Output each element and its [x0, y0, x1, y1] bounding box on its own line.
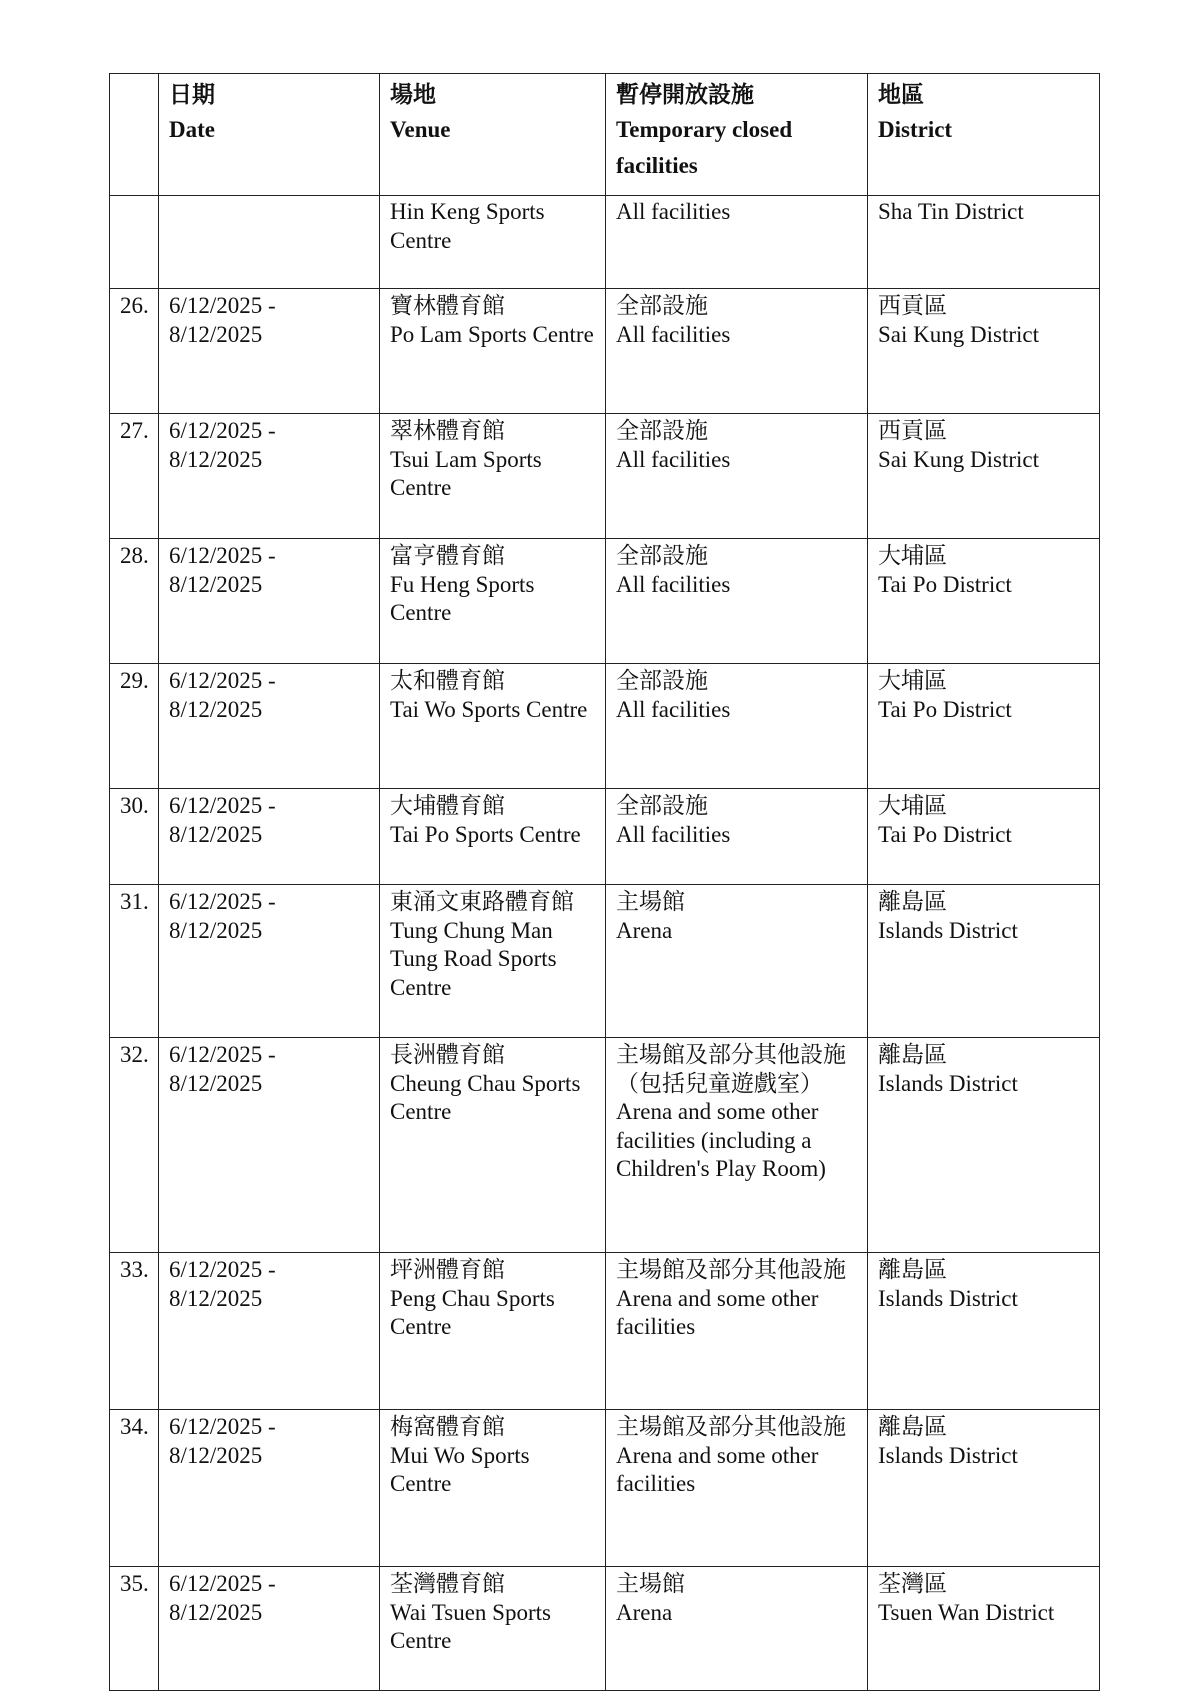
table-row [110, 1253, 1100, 1410]
district-cell [868, 289, 1100, 414]
venue-zh: 梅窩體育館 [390, 1414, 505, 1439]
district-en: Islands District [878, 917, 1018, 943]
date-cell [159, 885, 380, 1038]
district-zh: 西貢區 [878, 418, 947, 443]
venue-en: Wai Tsuen Sports Centre [390, 1599, 557, 1653]
date-range: 6/12/2025 - 8/12/2025 [169, 889, 282, 943]
facilities-en: Arena [616, 1599, 673, 1625]
facilities-zh: 全部設施 [616, 668, 708, 693]
district-cell [868, 1253, 1100, 1410]
district-cell [868, 539, 1100, 664]
venue-cell [380, 1038, 606, 1253]
facilities-en: Arena and some other facilities (including a Children's Play Room) [616, 1099, 826, 1181]
district-cell [868, 196, 1100, 289]
row-number: 28. [120, 543, 149, 568]
facilities-zh: 全部設施 [616, 293, 708, 318]
venue-cell [380, 885, 606, 1038]
facilities-cell [606, 664, 868, 789]
facilities-en: All facilities [616, 696, 731, 722]
facilities-cell [606, 1253, 868, 1410]
row-number: 30. [120, 793, 149, 818]
number-cell [110, 789, 159, 885]
header-facilities-en: Temporary closed facilities [616, 117, 798, 178]
number-cell [110, 1253, 159, 1410]
header-district-en: District [878, 117, 953, 142]
date-cell [159, 289, 380, 414]
district-cell [868, 414, 1100, 539]
table-row [110, 289, 1100, 414]
venue-en: Peng Chau Sports Centre [390, 1285, 561, 1339]
date-range: 6/12/2025 - 8/12/2025 [169, 543, 282, 597]
number-cell [110, 1567, 159, 1691]
district-en: Tai Po District [878, 571, 1012, 597]
number-cell [110, 289, 159, 414]
number-cell [110, 664, 159, 789]
venue-cell [380, 289, 606, 414]
facilities-cell [606, 289, 868, 414]
district-cell [868, 664, 1100, 789]
facilities-zh: 全部設施 [616, 543, 708, 568]
table-row-continued [110, 196, 1100, 289]
table-row [110, 885, 1100, 1038]
district-en: Tai Po District [878, 821, 1012, 847]
date-range: 6/12/2025 - 8/12/2025 [169, 668, 282, 722]
table-row [110, 789, 1100, 885]
venue-en: Mui Wo Sports Centre [390, 1442, 536, 1496]
facilities-en: All facilities [616, 571, 731, 597]
date-cell [159, 414, 380, 539]
district-en: Sai Kung District [878, 321, 1039, 347]
district-zh: 大埔區 [878, 668, 947, 693]
facilities-zh: 全部設施 [616, 418, 708, 443]
venue-en: Fu Heng Sports Centre [390, 571, 541, 625]
header-venue-en: Venue [390, 117, 451, 142]
venue-cell [380, 1567, 606, 1691]
table-row [110, 664, 1100, 789]
date-cell [159, 1253, 380, 1410]
row-number: 29. [120, 668, 149, 693]
venue-en: Po Lam Sports Centre [390, 321, 594, 347]
date-cell [159, 196, 380, 289]
district-en: Islands District [878, 1070, 1018, 1096]
district-cell [868, 1567, 1100, 1691]
facilities-zh: 主場館 [616, 889, 685, 914]
closure-table [109, 73, 1100, 1691]
date-cell [159, 664, 380, 789]
header-district-zh: 地區 [878, 82, 924, 107]
facilities-zh: 主場館及部分其他設施（包括兒童遊戲室） [616, 1042, 846, 1096]
district-zh: 離島區 [878, 1414, 947, 1439]
facilities-cell [606, 539, 868, 664]
district-cell [868, 789, 1100, 885]
date-cell [159, 539, 380, 664]
venue-cell [380, 414, 606, 539]
district-cell [868, 1038, 1100, 1253]
date-range: 6/12/2025 - 8/12/2025 [169, 1571, 282, 1625]
venue-en: Tung Chung Man Tung Road Sports Centre [390, 917, 563, 1000]
venue-zh: 寶林體育館 [390, 293, 505, 318]
venue-zh: 富亨體育館 [390, 543, 505, 568]
facilities-en: All facilities [616, 821, 731, 847]
facilities-zh: 主場館 [616, 1571, 685, 1596]
header-district-cell [868, 74, 1100, 196]
venue-en: Tai Wo Sports Centre [390, 696, 588, 722]
district-cell [868, 1410, 1100, 1567]
venue-cell [380, 1410, 606, 1567]
row-number: 34. [120, 1414, 149, 1439]
row-number: 27. [120, 418, 149, 443]
venue-zh: 荃灣體育館 [390, 1571, 505, 1596]
header-number-cell [110, 74, 159, 196]
venue-zh: 翠林體育館 [390, 418, 505, 443]
district-en: Sai Kung District [878, 446, 1039, 472]
row-number: 32. [120, 1042, 149, 1067]
table-row [110, 1038, 1100, 1253]
table-row [110, 414, 1100, 539]
venue-en: Hin Keng Sports Centre [390, 199, 551, 253]
district-en: Sha Tin District [878, 199, 1024, 224]
venue-en: Tsui Lam Sports Centre [390, 446, 548, 500]
header-facilities-cell [606, 74, 868, 196]
venue-zh: 長洲體育館 [390, 1042, 505, 1067]
number-cell [110, 1038, 159, 1253]
district-zh: 離島區 [878, 889, 947, 914]
date-range: 6/12/2025 - 8/12/2025 [169, 1042, 282, 1096]
district-zh: 離島區 [878, 1257, 947, 1282]
district-zh: 離島區 [878, 1042, 947, 1067]
facilities-cell [606, 196, 868, 289]
district-zh: 大埔區 [878, 793, 947, 818]
district-zh: 西貢區 [878, 293, 947, 318]
table-row [110, 1410, 1100, 1567]
venue-cell [380, 196, 606, 289]
header-date-en: Date [169, 117, 215, 142]
row-number: 35. [120, 1571, 149, 1596]
facilities-cell [606, 414, 868, 539]
venue-cell [380, 539, 606, 664]
table-row [110, 539, 1100, 664]
facilities-en: All facilities [616, 446, 731, 472]
venue-cell [380, 789, 606, 885]
facilities-cell [606, 1410, 868, 1567]
header-date-cell [159, 74, 380, 196]
facilities-en: Arena [616, 917, 673, 943]
venue-zh: 太和體育館 [390, 668, 505, 693]
district-zh: 荃灣區 [878, 1571, 947, 1596]
district-en: Tai Po District [878, 696, 1012, 722]
district-en: Islands District [878, 1285, 1018, 1311]
venue-en: Tai Po Sports Centre [390, 821, 581, 847]
number-cell [110, 414, 159, 539]
facilities-zh: 主場館及部分其他設施 [616, 1257, 846, 1282]
date-cell [159, 1038, 380, 1253]
table-header-row [110, 74, 1100, 196]
facilities-cell [606, 789, 868, 885]
venue-zh: 大埔體育館 [390, 793, 505, 818]
facilities-zh: 主場館及部分其他設施 [616, 1414, 846, 1439]
header-facilities-zh: 暫停開放設施 [616, 82, 754, 107]
facilities-en: All facilities [616, 321, 731, 347]
district-zh: 大埔區 [878, 543, 947, 568]
venue-zh: 東涌文東路體育館 [390, 889, 574, 914]
row-number: 31. [120, 889, 149, 914]
date-cell [159, 1567, 380, 1691]
facilities-cell [606, 885, 868, 1038]
facilities-en: Arena and some other facilities [616, 1285, 825, 1339]
venue-zh: 坪洲體育館 [390, 1257, 505, 1282]
district-en: Tsuen Wan District [878, 1599, 1055, 1625]
number-cell [110, 196, 159, 289]
date-range: 6/12/2025 - 8/12/2025 [169, 293, 282, 347]
facilities-cell [606, 1567, 868, 1691]
date-cell [159, 1410, 380, 1567]
venue-cell [380, 664, 606, 789]
date-range: 6/12/2025 - 8/12/2025 [169, 793, 282, 847]
date-cell [159, 789, 380, 885]
header-venue-cell [380, 74, 606, 196]
date-range: 6/12/2025 - 8/12/2025 [169, 1414, 282, 1468]
header-date-zh: 日期 [169, 82, 215, 107]
row-number: 33. [120, 1257, 149, 1282]
number-cell [110, 539, 159, 664]
facilities-zh: 全部設施 [616, 793, 708, 818]
venue-en: Cheung Chau Sports Centre [390, 1070, 587, 1124]
date-range: 6/12/2025 - 8/12/2025 [169, 1257, 282, 1311]
number-cell [110, 1410, 159, 1567]
facilities-en: All facilities [616, 199, 731, 224]
date-range: 6/12/2025 - 8/12/2025 [169, 418, 282, 472]
row-number: 26. [120, 293, 149, 318]
district-cell [868, 885, 1100, 1038]
header-venue-zh: 場地 [390, 82, 436, 107]
venue-cell [380, 1253, 606, 1410]
facilities-en: Arena and some other facilities [616, 1442, 825, 1496]
district-en: Islands District [878, 1442, 1018, 1468]
number-cell [110, 885, 159, 1038]
facilities-cell [606, 1038, 868, 1253]
table-row [110, 1567, 1100, 1691]
